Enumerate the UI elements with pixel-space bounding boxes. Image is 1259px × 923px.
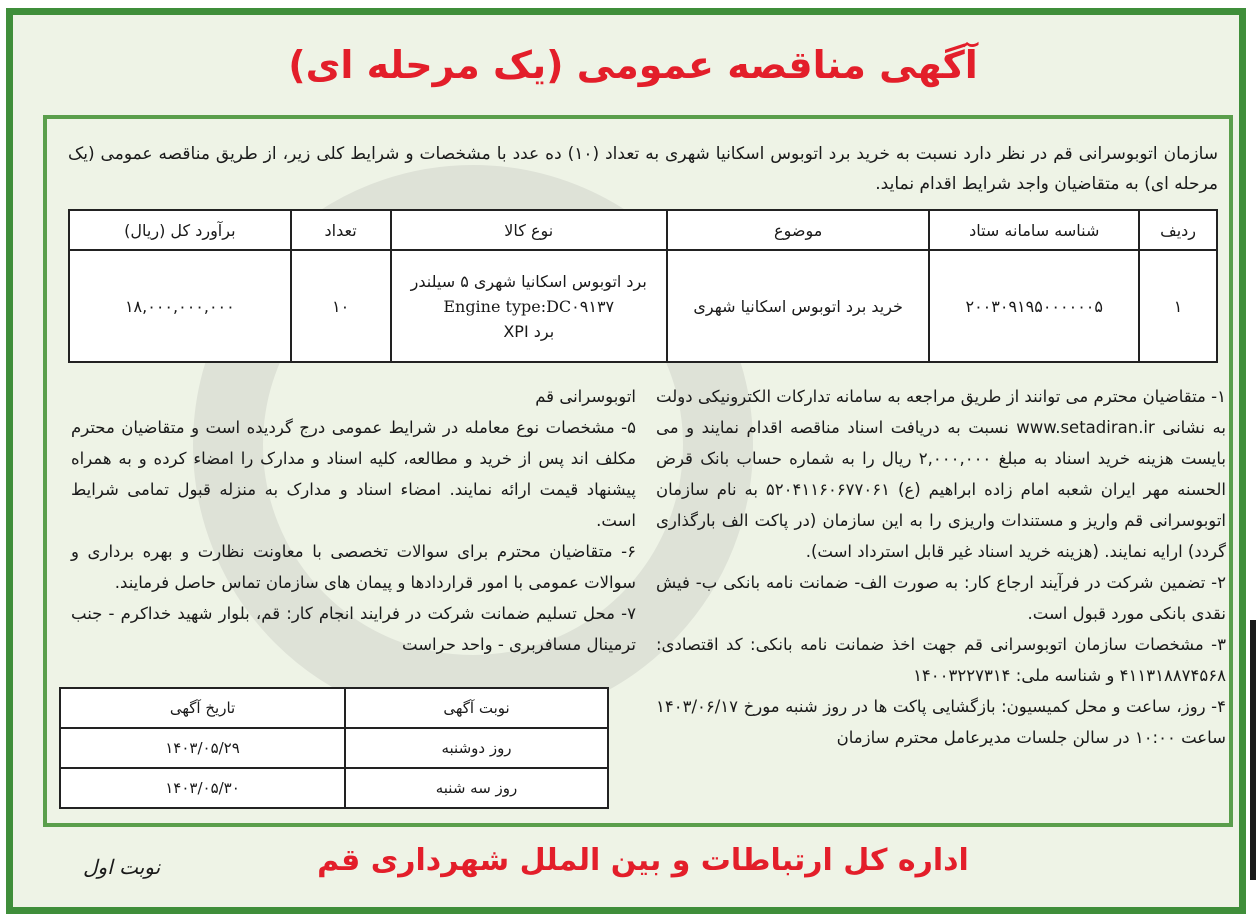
header-goods: نوع کالا [391, 210, 667, 250]
cell-subject: خرید برد اتوبوس اسکانیا شهری [667, 250, 929, 362]
table-row [60, 768, 608, 808]
table-row [60, 728, 608, 768]
header-date: تاریخ آگهی [60, 688, 345, 728]
condition-6: ۶- متقاضیان محترم برای سوالات تخصصی با معاونت نظارت و بهره برداری و سوالات عمومی با امور قراردادها و پیمان های سازمان تماس حاصل فرمایند. [71, 542, 636, 592]
header-subject: موضوع [667, 210, 929, 250]
condition-4: ۴- روز، ساعت و محل کمیسیون: بازگشایی پاکت ها در روز شنبه مورخ ۱۴۰۳/۰۶/۱۷ ساعت ۱۰:۰۰ در سالن جلسات مدیرعامل محترم سازمان [656, 697, 1226, 747]
header-index: ردیف [1139, 210, 1217, 250]
condition-4-continued: اتوبوسرانی قم [535, 387, 636, 406]
header-round: نوبت آگهی [345, 688, 608, 728]
footer-organization: اداره کل ارتباطات و بین الملل شهرداری قم [317, 843, 969, 878]
cell-index: ۱ [1139, 250, 1217, 362]
notice-dates-table [59, 687, 609, 809]
condition-5: ۵- مشخصات نوع معامله در شرایط عمومی درج گردیده است و متقاضیان محترم مکلف اند پس از خرید و مطالعه، کلیه اسناد و مدارک را امضاء کرده و به همراه پیشنهاد قیمت ارائه نمایند. امضاء اسناد و مدارک به منزله قبول تمامی شرایط است. [71, 418, 636, 530]
notice-title: آگهی مناقصه عمومی (یک مرحله ای) [288, 43, 978, 87]
cell-setad-id: ۲۰۰۳۰۹۱۹۵۰۰۰۰۰۰۵ [929, 250, 1139, 362]
header-estimate: برآورد کل (ریال) [69, 210, 291, 250]
notice-header-row [60, 688, 608, 728]
goods-line-1: برد اتوبوس اسکانیا شهری ۵ سیلندر [410, 271, 647, 291]
notice-frame [6, 8, 1246, 914]
header-setad-id: شناسه سامانه ستاد [929, 210, 1139, 250]
cell-round: روز دوشنبه [345, 728, 608, 768]
cell-date: ۱۴۰۳/۰۵/۲۹ [60, 728, 345, 768]
table-header-row [69, 210, 1217, 250]
cell-goods [391, 250, 667, 362]
table-row [69, 250, 1217, 362]
goods-line-3: برد XPI [503, 321, 555, 341]
condition-3: ۳- مشخصات سازمان اتوبوسرانی قم جهت اخذ ضمانت نامه بانکی: کد اقتصادی: ۴۱۱۳۱۸۸۷۴۵۶۸ و شناسه ملی: ۱۴۰۰۳۲۲۷۳۱۴ [656, 635, 1226, 685]
items-table [68, 209, 1218, 363]
condition-1: ۱- متقاضیان محترم می توانند از طریق مراجعه به سامانه تدارکات الکترونیکی دولت به نشانی www.setadiran.ir نسبت به دریافت اسناد مناقصه اقدام نمایند و می بایست هزینه خرید اسناد به مبلغ ۲,۰۰۰,۰۰۰ ریال را به شماره حساب بانک قرض الحسنه مهر ایران شعبه امام زاده ابراهیم (ع) ۵۲۰۴۱۱۶۰۶۷۷۰۶۱ به نام سازمان اتوبوسرانی قم واریز و مستندات واریزی را به این سازمان (در پاکت الف بارگذاری گردد) ارایه نمایند. (هزینه خرید اسناد غیر قابل استرداد است). [656, 387, 1226, 561]
edge-strip [1250, 620, 1256, 880]
round-note: نوبت اول [83, 855, 161, 879]
header-count: تعداد [291, 210, 391, 250]
cell-date: ۱۴۰۳/۰۵/۳۰ [60, 768, 345, 808]
condition-7: ۷- محل تسلیم ضمانت شرکت در فرایند انجام کار: قم، بلوار شهید خداکرم - جنب ترمینال مسافربری - واحد حراست [71, 604, 636, 654]
conditions-right-column [656, 381, 1226, 753]
intro-paragraph: سازمان اتوبوسرانی قم در نظر دارد نسبت به خرید برد اتوبوس اسکانیا شهری به تعداد (۱۰) ده عدد با مشخصات و شرایط کلی زیر، از طریق مناقصه عمومی (یک مرحله ای) به متقاضیان واجد شرایط اقدام نماید. [68, 144, 1218, 194]
cell-round: روز سه شنبه [345, 768, 608, 808]
conditions-left-column [71, 381, 636, 660]
cell-count: ۱۰ [291, 250, 391, 362]
condition-2: ۲- تضمین شرکت در فرآیند ارجاع کار: به صورت الف- ضمانت نامه بانکی ب- فیش نقدی بانکی مورد قبول است. [656, 573, 1226, 623]
cell-estimate: ۱۸,۰۰۰,۰۰۰,۰۰۰ [69, 250, 291, 362]
goods-line-2: Engine type:DC۰۹۱۳۷ [443, 296, 615, 316]
